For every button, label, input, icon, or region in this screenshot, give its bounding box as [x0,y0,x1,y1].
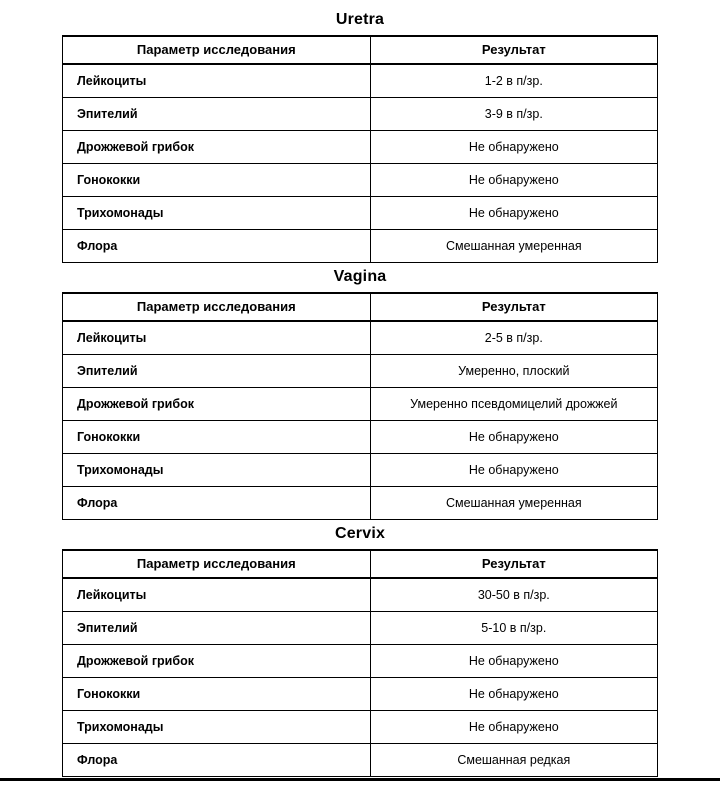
parameter-cell: Флора [77,496,118,510]
table-title: Uretra [335,11,385,28]
table-row [63,421,658,454]
parameter-cell: Дрожжевой грибок [63,388,371,421]
table-section-cervix [62,520,658,777]
column-header-result: Результат [370,550,657,578]
table-row [63,578,658,612]
table-row [63,744,658,777]
parameter-cell: Лейкоциты [63,321,371,355]
header-row [63,293,658,321]
result-cell: Не обнаружено [370,711,657,744]
parameter-cell: Флора [77,239,118,253]
result-cell: 2-5 в п/зр. [370,321,657,355]
column-header-result: Результат [370,36,657,64]
table-row [63,230,658,263]
result-cell: Не обнаружено [370,131,657,164]
parameter-cell: Трихомонады [63,454,371,487]
parameter-cell: Дрожжевой грибок [63,131,371,164]
result-cell: 3-9 в п/зр. [370,98,657,131]
footer-divider [0,778,720,781]
parameter-cell: Лейкоциты [63,64,371,98]
parameter-cell: Дрожжевой грибок [63,645,371,678]
result-cell: Умеренно псевдомицелий дрожжей [370,388,657,421]
table-title: Vagina [333,268,387,285]
result-cell: Смешанная умеренная [370,487,657,520]
result-cell: Не обнаружено [370,164,657,197]
results-table-uretra [62,35,658,263]
results-table-cervix [62,549,658,777]
result-cell: Умеренно, плоский [370,355,657,388]
table-row [63,355,658,388]
table-section-vagina [62,263,658,520]
column-header-parameter: Параметр исследования [63,36,371,64]
result-cell: 1-2 в п/зр. [370,64,657,98]
parameter-cell: Гонококки [63,164,371,197]
result-cell: Не обнаружено [370,454,657,487]
parameter-cell: Флора [77,753,118,767]
table-row [63,645,658,678]
table-row [63,454,658,487]
column-header-parameter: Параметр исследования [63,293,371,321]
table-row [63,197,658,230]
parameter-cell: Гонококки [63,421,371,454]
table-row [63,612,658,645]
table-row [63,131,658,164]
parameter-cell: Трихомонады [63,197,371,230]
result-cell: 30-50 в п/зр. [370,578,657,612]
table-section-uretra [62,6,658,263]
table-row [63,64,658,98]
parameter-cell: Эпителий [63,612,371,645]
column-header-parameter: Параметр исследования [63,550,371,578]
results-table-vagina [62,292,658,520]
parameter-cell: Гонококки [63,678,371,711]
parameter-cell: Трихомонады [63,711,371,744]
result-cell: Не обнаружено [370,197,657,230]
parameter-cell: Эпителий [63,98,371,131]
table-row [63,487,658,520]
result-cell: Смешанная редкая [370,744,657,777]
parameter-cell: Лейкоциты [63,578,371,612]
table-row [63,711,658,744]
result-cell: Не обнаружено [370,421,657,454]
result-cell: Смешанная умеренная [370,230,657,263]
table-row [63,678,658,711]
result-cell: Не обнаружено [370,678,657,711]
column-header-result: Результат [370,293,657,321]
parameter-cell: Эпителий [63,355,371,388]
table-row [63,388,658,421]
table-row [63,321,658,355]
header-row [63,550,658,578]
header-row [63,36,658,64]
result-cell: Не обнаружено [370,645,657,678]
table-row [63,98,658,131]
table-title: Cervix [334,525,386,542]
table-row [63,164,658,197]
result-cell: 5-10 в п/зр. [370,612,657,645]
